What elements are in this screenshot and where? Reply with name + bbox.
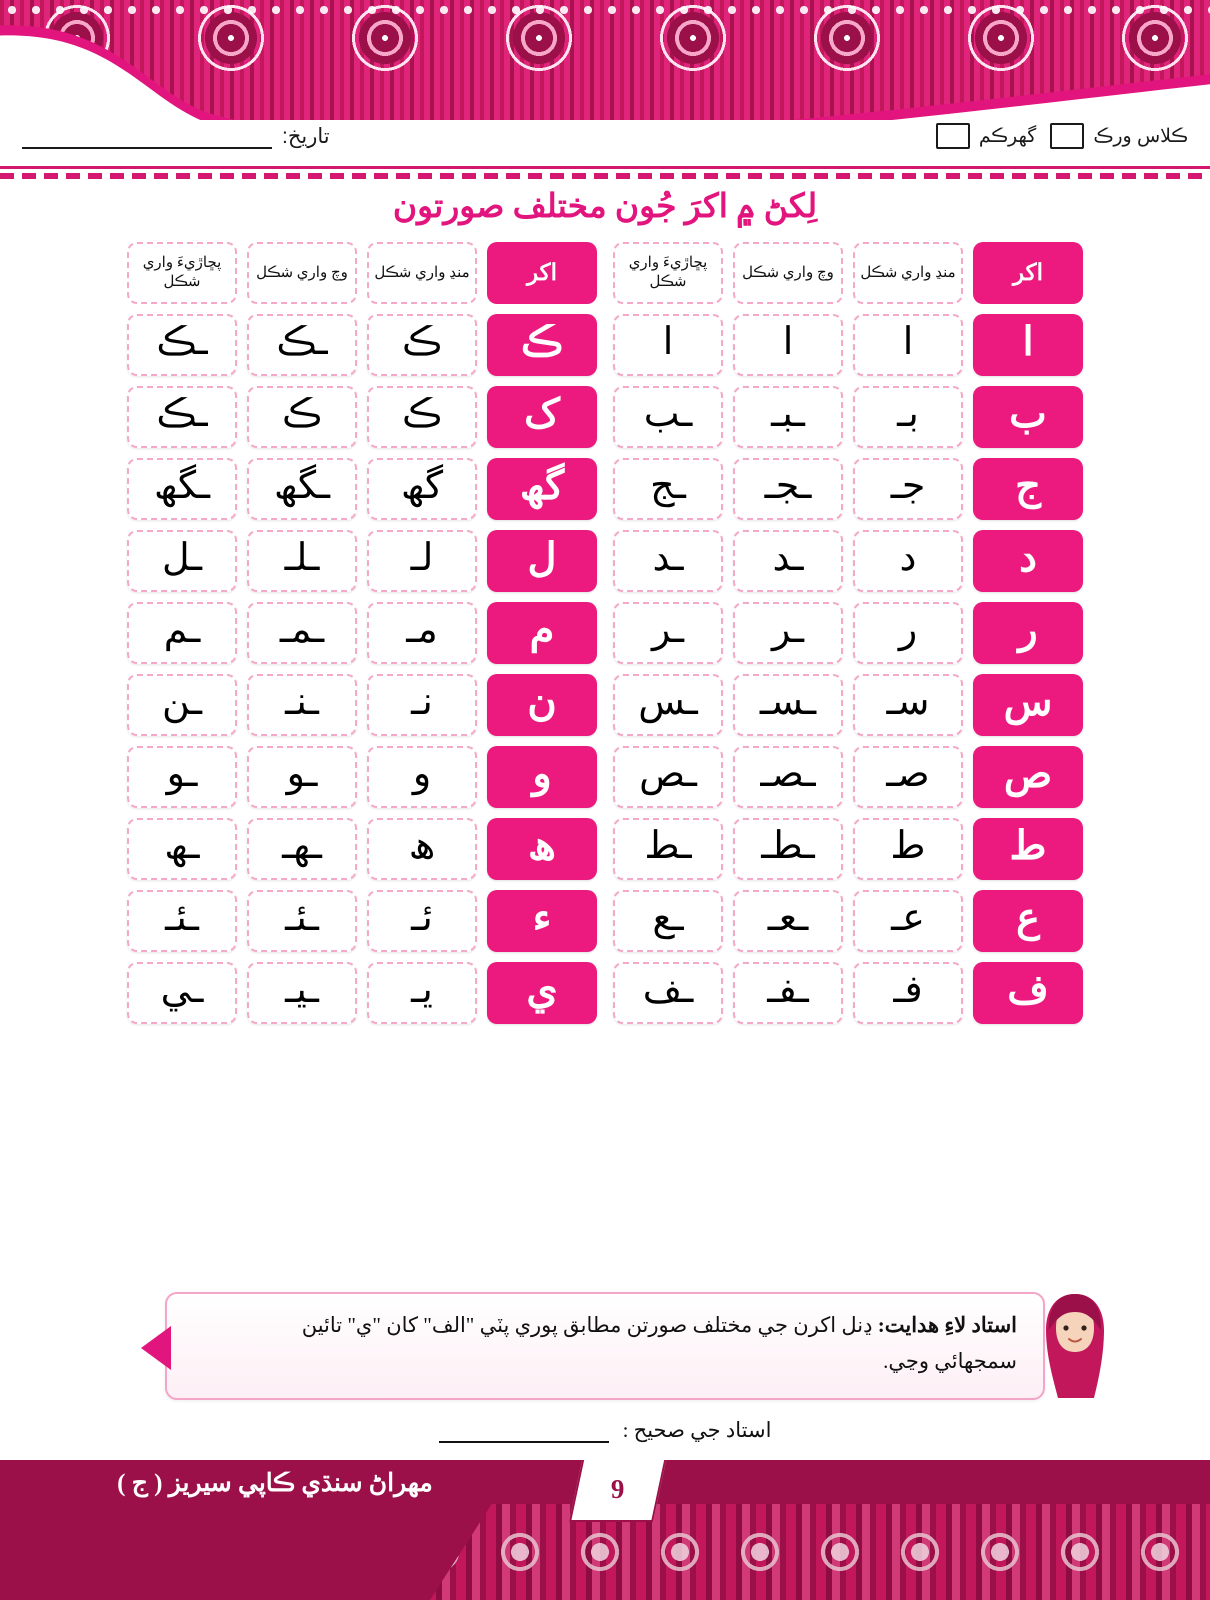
header-divider-solid: [0, 166, 1210, 169]
note-pointer-arrow: [141, 1326, 171, 1370]
table-row: [613, 818, 1083, 880]
signature-label: استاد جي صحيح :: [622, 1418, 772, 1442]
letter-initial-form: ڪ: [367, 314, 477, 376]
letter-initial-form: فـ: [853, 962, 963, 1024]
letter-initial-form: ا: [853, 314, 963, 376]
letter-key: ھ: [487, 818, 597, 880]
table-row: [613, 458, 1083, 520]
letter-final-form: ـڪ: [127, 314, 237, 376]
letter-key: ص: [973, 746, 1083, 808]
letter-key: ف: [973, 962, 1083, 1024]
letter-key: ڪ: [487, 314, 597, 376]
table-row: [127, 602, 597, 664]
table-header-row: [127, 242, 597, 304]
homework-checkbox[interactable]: [936, 123, 970, 149]
letter-medial-form: ـبـ: [733, 386, 843, 448]
letter-final-form: ـب: [613, 386, 723, 448]
table-row: [127, 674, 597, 736]
header-row: [0, 112, 1210, 160]
table-row: [613, 962, 1083, 1024]
homework-label: گهرڪم: [978, 125, 1037, 147]
table-row: [127, 458, 597, 520]
letter-initial-form: ڪ: [367, 386, 477, 448]
table-row: [613, 674, 1083, 736]
letter-final-form: ـن: [127, 674, 237, 736]
letter-final-form: ـد: [613, 530, 723, 592]
letter-initial-form: عـ: [853, 890, 963, 952]
letter-medial-form: ا: [733, 314, 843, 376]
letter-key: ن: [487, 674, 597, 736]
letter-medial-form: ـو: [247, 746, 357, 808]
letter-medial-form: ـطـ: [733, 818, 843, 880]
letter-initial-form: مـ: [367, 602, 477, 664]
letter-final-form: ـل: [127, 530, 237, 592]
col-header-key: اکر: [487, 242, 597, 304]
letter-medial-form: ڪ: [247, 386, 357, 448]
work-type-checkboxes: [936, 123, 1188, 149]
table-row: [613, 890, 1083, 952]
table-header-row: [613, 242, 1083, 304]
table-row: [613, 386, 1083, 448]
letter-key: ج: [973, 458, 1083, 520]
letter-key: و: [487, 746, 597, 808]
letter-key: ا: [973, 314, 1083, 376]
letter-initial-form: جـ: [853, 458, 963, 520]
col-header-initial: منڍ واري شڪل: [367, 242, 477, 304]
letter-initial-form: صـ: [853, 746, 963, 808]
table-row: [127, 314, 597, 376]
letter-medial-form: ـمـ: [247, 602, 357, 664]
teacher-avatar: [1032, 1286, 1118, 1404]
table-row: [127, 746, 597, 808]
letter-key: م: [487, 602, 597, 664]
classwork-label: ڪلاس ورڪ: [1093, 125, 1188, 147]
letter-key: س: [973, 674, 1083, 736]
series-title: مهراڻ سنڌي ڪاپي سيريز ( ج ): [117, 1470, 433, 1497]
letter-key: ع: [973, 890, 1083, 952]
letter-key: ط: [973, 818, 1083, 880]
letter-final-form: ـص: [613, 746, 723, 808]
letter-key: ب: [973, 386, 1083, 448]
date-label: تاريخ:: [282, 124, 330, 148]
letter-final-form: ـڪ: [127, 386, 237, 448]
letter-medial-form: ـجـ: [733, 458, 843, 520]
teacher-signature-row: [0, 1418, 1210, 1443]
table-row: [613, 746, 1083, 808]
letter-medial-form: ـصـ: [733, 746, 843, 808]
letter-key: د: [973, 530, 1083, 592]
letter-initial-form: ھ: [367, 818, 477, 880]
letter-key: ک: [487, 386, 597, 448]
letter-initial-form: نـ: [367, 674, 477, 736]
letter-medial-form: ـلـ: [247, 530, 357, 592]
teacher-note: [165, 1292, 1045, 1400]
col-header-final: پڇاڙيءَ واري شڪل: [127, 242, 237, 304]
letter-initial-form: ر: [853, 602, 963, 664]
top-ornament-band: [0, 0, 1210, 120]
table-row: [127, 386, 597, 448]
col-header-medial: وچ واري شڪل: [247, 242, 357, 304]
teacher-note-wrapper: [0, 1292, 1210, 1400]
letter-final-form: ـف: [613, 962, 723, 1024]
col-header-final: پڇاڙيءَ واري شڪل: [613, 242, 723, 304]
letter-medial-form: ـعـ: [733, 890, 843, 952]
footer-band: [0, 1460, 1210, 1600]
homework-checkbox-item[interactable]: [936, 123, 1036, 149]
letter-final-form: ـع: [613, 890, 723, 952]
table-row: [127, 962, 597, 1024]
header-divider: [0, 166, 1210, 178]
table-row: [613, 530, 1083, 592]
letter-table-right: [613, 242, 1083, 1024]
letter-medial-form: ـيـ: [247, 962, 357, 1024]
letter-initial-form: ئـ: [367, 890, 477, 952]
letter-initial-form: گھ: [367, 458, 477, 520]
letter-medial-form: ـئـ: [247, 890, 357, 952]
white-swoosh-divider: [0, 20, 1210, 120]
letter-final-form: ـم: [127, 602, 237, 664]
table-row: [613, 314, 1083, 376]
header-divider-dashed: [0, 173, 1210, 179]
letter-key: ر: [973, 602, 1083, 664]
letter-initial-form: و: [367, 746, 477, 808]
letter-final-form: ـس: [613, 674, 723, 736]
teacher-note-text: ڍنل اکرن جي مختلف صورتن مطابق پوري پٽي "الف" کان "ي" تائين سمجھائي وڃي.: [301, 1313, 1017, 1373]
letter-medial-form: ـد: [733, 530, 843, 592]
date-field-group: [22, 124, 330, 149]
letter-final-form: ـئـ: [127, 890, 237, 952]
letter-table-left: [127, 242, 597, 1024]
letter-medial-form: ـنـ: [247, 674, 357, 736]
col-header-medial: وچ واري شڪل: [733, 242, 843, 304]
letter-medial-form: ـسـ: [733, 674, 843, 736]
table-row: [127, 890, 597, 952]
letter-key: گھ: [487, 458, 597, 520]
signature-line[interactable]: [439, 1423, 609, 1443]
letter-initial-form: لـ: [367, 530, 477, 592]
letter-initial-form: د: [853, 530, 963, 592]
letter-final-form: ـي: [127, 962, 237, 1024]
classwork-checkbox-item[interactable]: [1050, 123, 1188, 149]
letter-final-form: ـر: [613, 602, 723, 664]
letter-key: ي: [487, 962, 597, 1024]
letter-initial-form: يـ: [367, 962, 477, 1024]
letter-medial-form: ـھـ: [247, 818, 357, 880]
col-header-initial: منڍ واري شڪل: [853, 242, 963, 304]
date-input-line[interactable]: [22, 129, 272, 149]
letter-initial-form: بـ: [853, 386, 963, 448]
letter-final-form: ـھ: [127, 818, 237, 880]
letter-medial-form: ـر: [733, 602, 843, 664]
page-title: لِکڻ ۾ اکرَ جُون مختلف صورتون: [392, 189, 818, 225]
letter-final-form: ـو: [127, 746, 237, 808]
letter-final-form: ا: [613, 314, 723, 376]
teacher-note-label: استاد لاءِ هدايت:: [877, 1313, 1017, 1337]
table-row: [127, 530, 597, 592]
page-number: 9: [611, 1473, 625, 1504]
page-number-badge: [569, 1460, 667, 1522]
letter-final-form: ـگھ: [127, 458, 237, 520]
letter-key: ل: [487, 530, 597, 592]
letter-initial-form: سـ: [853, 674, 963, 736]
letter-final-form: ـط: [613, 818, 723, 880]
letter-final-form: ـج: [613, 458, 723, 520]
letter-key: ء: [487, 890, 597, 952]
letter-medial-form: ـفـ: [733, 962, 843, 1024]
letter-medial-form: ـڪ: [247, 314, 357, 376]
table-row: [127, 818, 597, 880]
table-row: [613, 602, 1083, 664]
classwork-checkbox[interactable]: [1050, 123, 1084, 149]
col-header-key: اکر: [973, 242, 1083, 304]
letter-forms-tables: [0, 242, 1210, 1024]
letter-medial-form: ـگھ: [247, 458, 357, 520]
letter-initial-form: ط: [853, 818, 963, 880]
